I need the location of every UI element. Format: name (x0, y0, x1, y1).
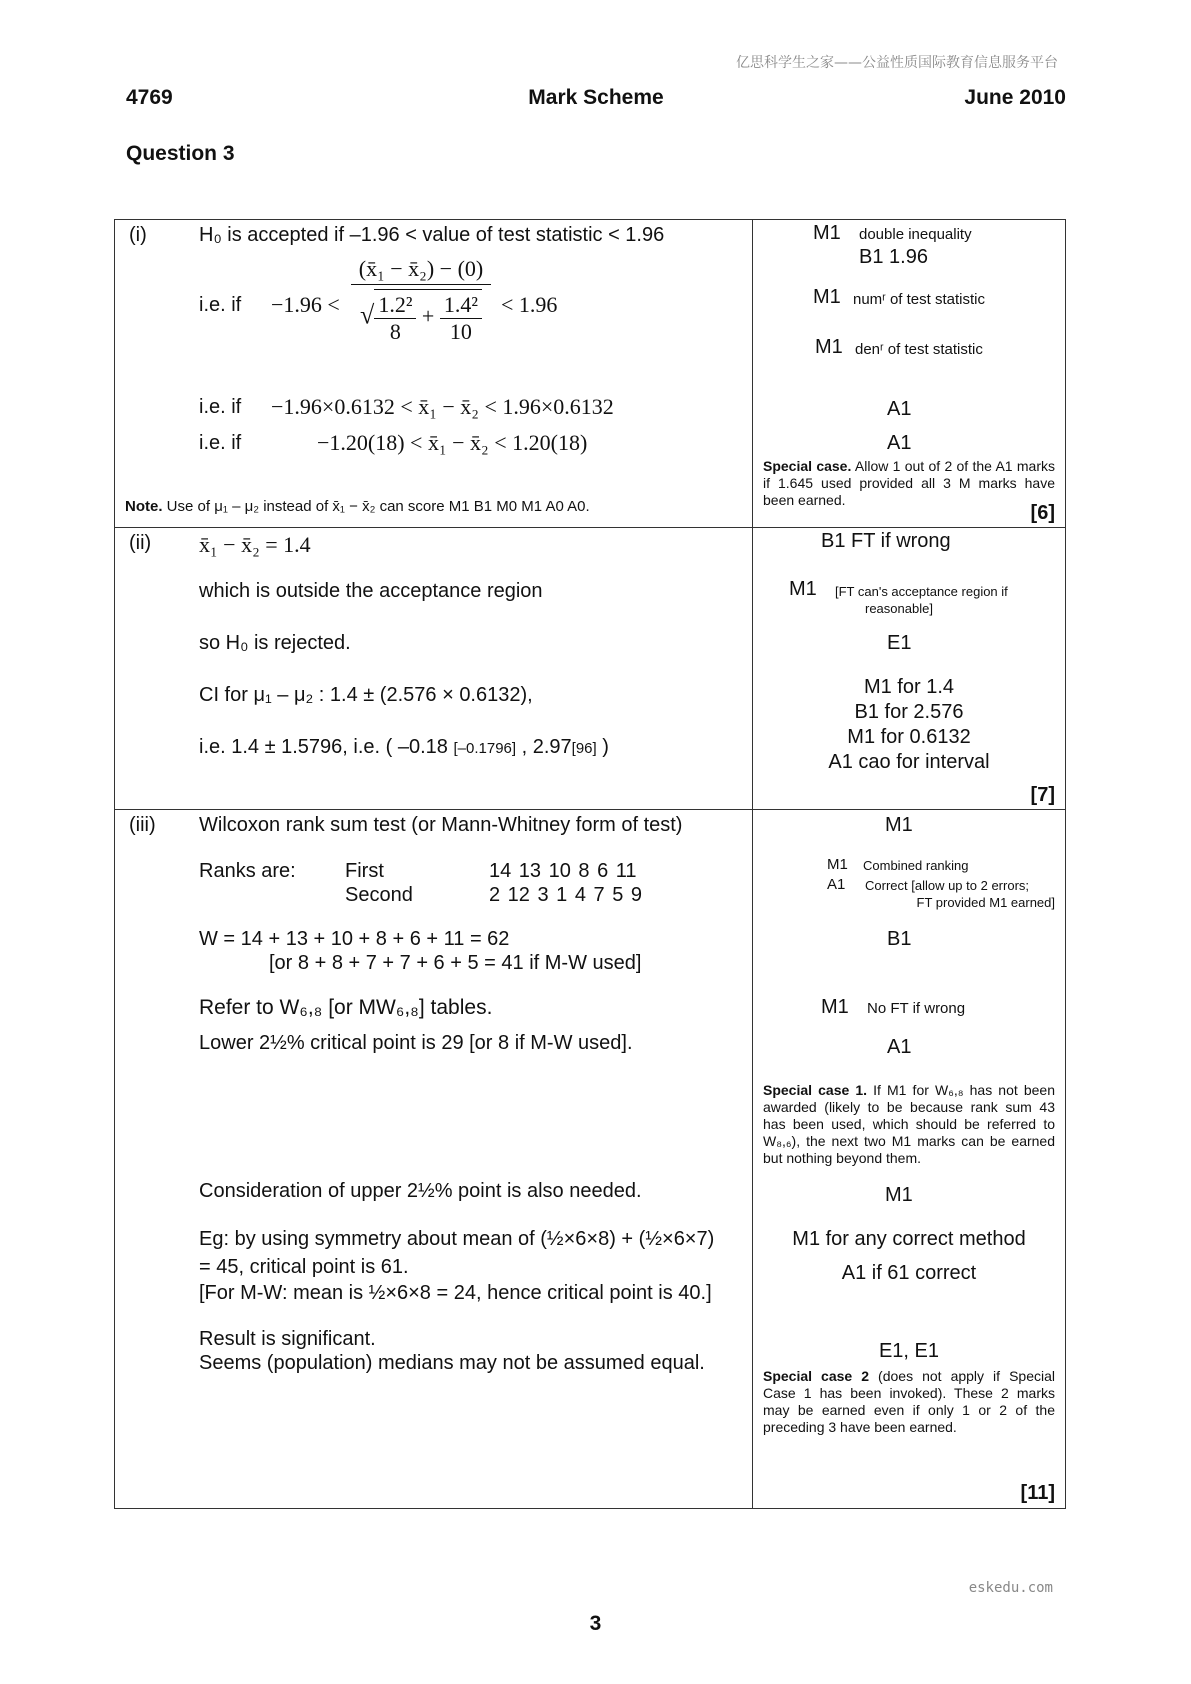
lower-bound: −1.96 < (271, 292, 340, 317)
part-label: (iii) (129, 814, 156, 836)
mw-critical-point: [For M-W: mean is ½×6×8 = 24, hence critical point is 40.] (199, 1282, 712, 1304)
paper-code: 4769 (126, 86, 173, 109)
page-number: 3 (589, 1612, 602, 1635)
ie-if-label: i.e. if (199, 396, 242, 418)
symmetry-method: Eg: by using symmetry about mean of (½×6×8) + (½×6×7) (199, 1228, 715, 1250)
mark-a1-61: A1 if 61 correct (841, 1262, 977, 1284)
upper-bound: < 1.96 (501, 292, 558, 317)
mark-note: Combined ranking (863, 858, 969, 873)
page-header (126, 86, 1066, 116)
rejection-text: so H₀ is rejected. (199, 632, 351, 654)
mw-statistic: [or 8 + 8 + 7 + 7 + 6 + 5 = 41 if M-W used] (269, 952, 642, 974)
mark-m1: M1 (885, 814, 913, 836)
ci-result: i.e. 1.4 ± 1.5796, i.e. ( –0.18 [–0.1796] , 2.97[96] ) (199, 736, 609, 758)
question-title: Question 3 (126, 142, 235, 165)
part-total: [11] (1020, 1482, 1055, 1504)
mark-b1: B1 (887, 928, 912, 950)
w-statistic: W = 14 + 13 + 10 + 8 + 6 + 11 = 62 (199, 928, 510, 950)
mark-m1: M1 (815, 336, 843, 358)
mark-note: Correct [allow up to 2 errors; (865, 878, 1030, 893)
part-i-answer (115, 220, 753, 527)
mark-m1-06132: M1 for 0.6132 (847, 726, 971, 748)
mark-a1-cao: A1 cao for interval (828, 751, 990, 773)
test-statistic-denominator: √ $\frac{\text{1.2²}}{8}$ + $\frac{\text{1.4²}}{10}$ (351, 289, 491, 345)
acceptance-region: −1.20(18) < x̄₁ − x̄₂ < 1.20(18) (317, 430, 588, 455)
document-title: Mark Scheme (528, 86, 664, 109)
mark-m1: M1 (813, 222, 841, 244)
part-iii-marks (753, 810, 1065, 1508)
test-statistic-numerator: (x̄₁ − x̄₂) − (0) (351, 256, 491, 285)
ie-if-label: i.e. if (199, 432, 242, 454)
part-total: [7] (1030, 784, 1055, 806)
mark-m1: M1 (821, 996, 849, 1018)
upper-critical-point: Consideration of upper 2½% point is also needed. (199, 1180, 642, 1202)
mark-m1: M1 (813, 286, 841, 308)
mark-note: reasonable] (865, 601, 933, 616)
critical-point-61: = 45, critical point is 61. (199, 1256, 409, 1278)
watermark-top: 亿思科学生之家——公益性质国际教育信息服务平台 (736, 55, 1058, 71)
part-i-marks (753, 220, 1065, 527)
first-sample-ranks: 14 13 10 8 6 11 (489, 860, 637, 882)
second-sample-ranks: 2 12 3 1 4 7 5 9 (489, 884, 643, 906)
mark-m1-method: M1 for any correct method (792, 1228, 1026, 1250)
part-total: [6] (1030, 502, 1055, 524)
mark-b1-2576: B1 for 2.576 (854, 701, 964, 723)
part-label: (i) (129, 224, 147, 246)
footer-watermark: eskedu.com (968, 1580, 1053, 1596)
mark-note: [FT can's acceptance region if (835, 584, 1008, 599)
mark-a1: A1 (887, 398, 912, 420)
scaled-inequality: −1.96×0.6132 < x̄₁ − x̄₂ < 1.96×0.6132 (271, 394, 614, 419)
second-sample-label: Second (345, 884, 413, 906)
special-case-2: Special case 2 (does not apply if Special Case 1 has been invoked). These 2 marks may be earned even if only 1 or 2 of the preceding 3 have been earned. (763, 1368, 1056, 1435)
mark-note: denʳ of test statistic (855, 341, 983, 358)
refer-tables: Refer to W₆,₈ [or MW₆,₈] tables. (199, 996, 493, 1019)
outside-region-text: which is outside the acceptance region (199, 580, 543, 602)
special-case-note: Special case. Allow 1 out of 2 of the A1 marks if 1.645 used provided all 3 M marks have been earned. (763, 458, 1055, 508)
mark-e1-e1: E1, E1 (878, 1340, 940, 1362)
test-statistic-fraction (351, 256, 491, 345)
lower-critical-point: Lower 2½% critical point is 29 [or 8 if M-W used]. (199, 1032, 633, 1054)
mark-e1: E1 (887, 632, 912, 654)
test-name: Wilcoxon rank sum test (or Mann-Whitney form of test) (199, 814, 683, 836)
difference-of-means: x̄₁ − x̄₂ = 1.4 (199, 532, 311, 557)
result-significant: Result is significant. (199, 1328, 376, 1350)
mark-note: FT provided M1 earned] (916, 895, 1055, 910)
row-part-ii (115, 528, 1065, 810)
special-case-1: Special case 1. If M1 for W₆,₈ has not been awarded (likely to be because rank sum 43 has been used, which should be referred to W₈,₆), the next two M1 marks can be earned but nothing beyond them. (763, 1082, 1055, 1166)
ranks-label: Ranks are: (199, 860, 296, 882)
first-sample-label: First (345, 860, 384, 882)
mark-note: double inequality (859, 226, 972, 243)
variance-term-1: $\frac{\text{1.2²}}{8}$ (374, 292, 416, 345)
conclusion: Seems (population) medians may not be assumed equal. (199, 1352, 705, 1374)
part-iii-answer (115, 810, 753, 1508)
mark-a1: A1 (827, 876, 846, 893)
mark-m1-14: M1 for 1.4 (863, 676, 955, 698)
row-part-iii (115, 810, 1065, 1508)
mark-b1: B1 FT if wrong (821, 530, 951, 552)
part-ii-marks (753, 528, 1065, 809)
ci-expression: CI for μ₁ – μ₂ : 1.4 ± (2.576 × 0.6132), (199, 684, 533, 706)
mark-a1: A1 (887, 432, 912, 454)
mark-a1: A1 (887, 1036, 912, 1058)
mark-m1: M1 (827, 856, 848, 873)
exam-date: June 2010 (964, 86, 1066, 109)
mark-scheme-table (114, 219, 1066, 1509)
variance-term-2: $\frac{\text{1.4²}}{10}$ (440, 292, 482, 345)
mark-m1: M1 (789, 578, 817, 600)
mark-m1: M1 (885, 1184, 913, 1206)
row-part-i (115, 220, 1065, 528)
mark-b1: B1 1.96 (859, 246, 928, 268)
acceptance-statement: H₀ is accepted if –1.96 < value of test statistic < 1.96 (199, 224, 665, 246)
note: Note. Use of μ₁ – μ₂ instead of x̄₁ − x̄₂ can score M1 B1 M0 M1 A0 A0. (125, 498, 590, 515)
part-ii-answer (115, 528, 753, 809)
mark-note: numʳ of test statistic (853, 291, 985, 308)
ie-if-label: i.e. if (199, 294, 242, 316)
part-label: (ii) (129, 532, 152, 554)
mark-note: No FT if wrong (867, 1000, 966, 1017)
